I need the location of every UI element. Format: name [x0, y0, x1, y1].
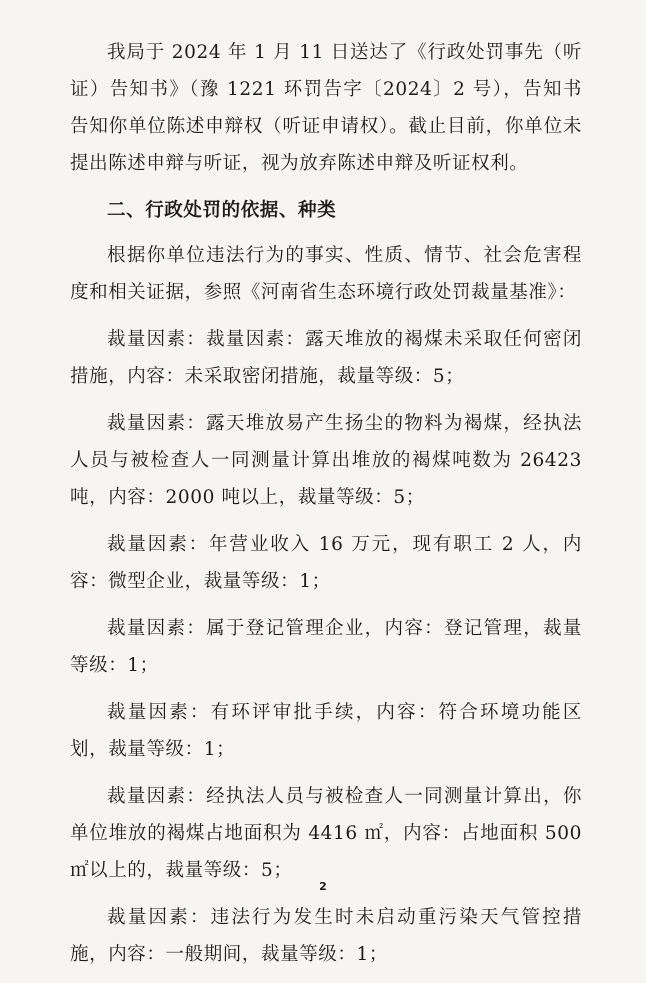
factor-paragraph: 裁量因素：露天堆放易产生扬尘的物料为褐煤，经执法人员与被检查人一同测量计算出堆放的褐煤吨数为 26423 吨，内容：2000 吨以上，裁量等级：5； — [70, 413, 582, 508]
section-heading: 二、行政处罚的依据、种类 — [107, 200, 337, 221]
factor-paragraph: 裁量因素：裁量因素：露天堆放的褐煤未采取任何密闭措施，内容：未采取密闭措施，裁量等级：5； — [70, 329, 582, 387]
basis-paragraph: 根据你单位违法行为的事实、性质、情节、社会危害程度和相关证据，参照《河南省生态环境行政处罚裁量基准》： — [70, 245, 582, 303]
factor-paragraph: 裁量因素：年营业收入 16 万元，现有职工 2 人，内容：微型企业，裁量等级：1； — [70, 534, 582, 592]
factor-paragraph: 裁量因素：属于登记管理企业，内容：登记管理，裁量等级：1； — [70, 618, 582, 676]
document-body — [70, 34, 582, 983]
notice-paragraph: 我局于 2024 年 1 月 11 日送达了《行政处罚事先（听证）告知书》（豫 1221 环罚告字〔2024〕2 号），告知书告知你单位陈述申辩权（听证申请权）。截止目前，你单位未提出陈述申辩与听证，视为放弃陈述申辩及听证权利。 — [70, 42, 582, 174]
factor-paragraph: 裁量因素：有环评审批手续，内容：符合环境功能区划，裁量等级：1； — [70, 702, 582, 760]
page-number: 2 — [319, 880, 327, 893]
factor-paragraph: 裁量因素：违法行为发生时未启动重污染天气管控措施，内容：一般期间，裁量等级：1； — [70, 907, 582, 965]
factor-paragraph: 裁量因素：经执法人员与被检查人一同测量计算出，你单位堆放的褐煤占地面积为 4416 ㎡，内容：占地面积 500 ㎡以上的，裁量等级：5； — [70, 786, 582, 881]
